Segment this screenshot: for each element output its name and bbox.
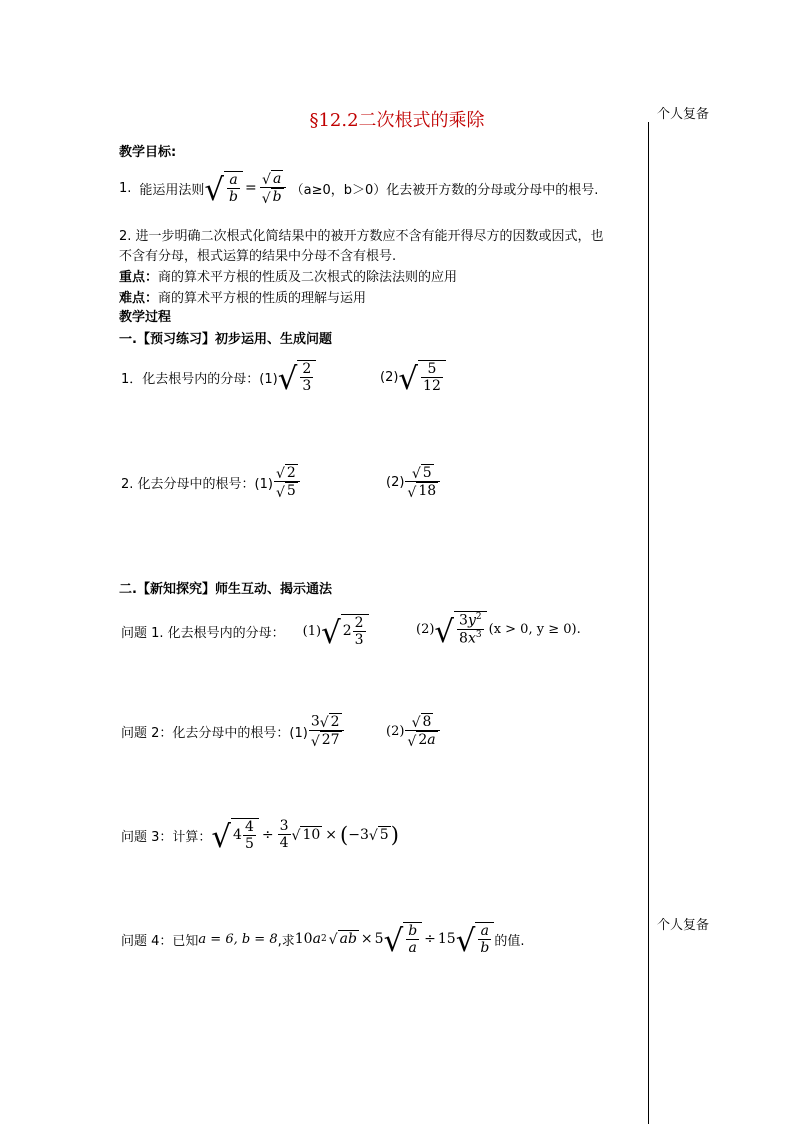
problem-4-label: 问题 4：已知 bbox=[121, 933, 199, 949]
quotient-rule-formula: √ $\frac{a}{b}$ = √ a √ b bbox=[204, 170, 286, 206]
problem-4-end: 的值. bbox=[494, 933, 525, 949]
problem-4-given: a = 6, b = 8 bbox=[198, 931, 278, 947]
exercise-1-part-2-label: (2) bbox=[380, 369, 399, 385]
objective-1 bbox=[119, 170, 599, 209]
problem-1-part-2-label: (2) bbox=[416, 621, 435, 637]
exercise-2-label: 2. 化去分母中的根号：(1) bbox=[121, 476, 273, 492]
exercise-1: 1．化去根号内的分母：(1) √ $\frac{2}{3}$ bbox=[121, 356, 316, 398]
problem-4 bbox=[121, 916, 524, 962]
process-heading: 教学过程 bbox=[119, 310, 172, 325]
problem-1-label: 问题 1. 化去根号内的分母： bbox=[121, 625, 285, 641]
problem-3-label: 问题 3：计算： bbox=[121, 829, 212, 845]
difficulty-label: 难点： bbox=[119, 291, 159, 306]
objective-2-line-1: 2. 进一步明确二次根式化简结果中的被开方数应不含有能开得尽方的因数或因式，也 bbox=[119, 229, 604, 244]
problem-2-label: 问题 2：化去分母中的根号：(1) bbox=[121, 725, 308, 741]
exercise-2-part-2: (2) √ 5 √ 18 bbox=[386, 461, 441, 503]
exercise-2-part-2-label: (2) bbox=[386, 474, 405, 490]
problem-1-part-2: (2) √ $\frac{3y^2}{8x^3}$ (x > 0, y ≥ 0). bbox=[416, 611, 581, 650]
objectives-heading: 教学目标: bbox=[119, 145, 177, 160]
problem-3 bbox=[121, 812, 399, 858]
difficulty-text: 商的算术平方根的性质的理解与运用 bbox=[158, 291, 367, 306]
exercise-1-label: 1．化去根号内的分母：(1) bbox=[121, 371, 278, 387]
objective-2-line-2: 不含有分母，根式运算的结果中分母不含有根号. bbox=[119, 249, 397, 264]
key-point-label: 重点： bbox=[119, 270, 159, 285]
problem-4-expression: 10 a 2 √ ab × 5 √ $\frac{b}{a}$ ÷ 15 √ $\frac{a}{b}$ bbox=[295, 922, 495, 957]
key-point-text: 商的算术平方根的性质及二次根式的除法法则的应用 bbox=[158, 270, 458, 285]
side-note-top: 个人复备 bbox=[657, 107, 710, 122]
objective-1-text: 能运用法则 bbox=[139, 182, 205, 198]
margin-divider bbox=[648, 122, 649, 1124]
problem-1: 问题 1. 化去根号内的分母： (1) √ 2 $\frac{2}{3}$ bbox=[121, 610, 369, 652]
problem-2-part-2: (2) √ 8 √ 2 a bbox=[386, 709, 441, 753]
problem-3-expression: √ 4 $\frac{4}{5}$ ÷ $\frac{3}{4}$ √ 10 × ( −3 √ 5 ) bbox=[211, 818, 399, 856]
page-title: §12.2二次根式的乘除 bbox=[309, 110, 485, 131]
problem-2-part-2-label: (2) bbox=[386, 723, 405, 739]
exercise-1-part-2: (2) √ $\frac{5}{12}$ bbox=[380, 356, 446, 398]
difficulty bbox=[119, 287, 366, 306]
section-1-heading: 一.【预习练习】初步运用、生成问题 bbox=[119, 332, 332, 347]
objective-1-condition: （a≥0，b＞0）化去被开方数的分母或分母中的根号. bbox=[290, 182, 599, 198]
side-note-bottom: 个人复备 bbox=[657, 918, 710, 933]
problem-2: 问题 2：化去分母中的根号：(1) 3 √ 2 √ 27 bbox=[121, 709, 345, 753]
section-2-heading: 二.【新知探究】师生互动、揭示通法 bbox=[119, 582, 332, 597]
objective-1-number: 1. bbox=[119, 180, 132, 196]
problem-1-part-1-label: (1) bbox=[302, 623, 322, 639]
problem-1-condition: (x > 0, y ≥ 0). bbox=[488, 621, 581, 637]
exercise-2: 2. 化去分母中的根号：(1) √ 2 √ 5 bbox=[121, 461, 301, 503]
key-point bbox=[119, 266, 457, 285]
problem-4-mid: ,求 bbox=[277, 933, 295, 949]
